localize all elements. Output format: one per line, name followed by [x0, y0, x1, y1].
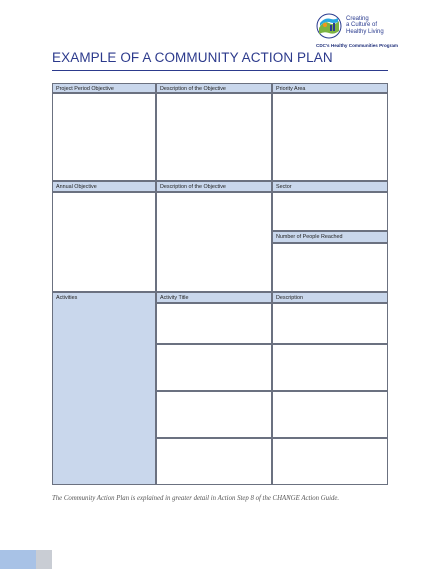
annual-objective-header — [52, 181, 156, 192]
annual-objective-field[interactable] — [52, 192, 156, 292]
action-plan-table — [52, 83, 388, 485]
sector-header — [272, 181, 388, 192]
title-rule — [52, 70, 388, 71]
activity-title-field-4[interactable] — [156, 438, 272, 485]
priority-area-header — [272, 83, 388, 93]
cdc-healthy-living-logo-icon — [316, 13, 342, 39]
logo-tagline — [346, 16, 384, 35]
activity-description-field-3[interactable] — [272, 391, 388, 438]
footer-note: The Community Action Plan is explained in greater detail in Action Step 8 of the CHANGE Action Guide. — [52, 495, 340, 502]
priority-area-label: Priority Area — [276, 86, 306, 92]
sector-label: Sector — [276, 184, 292, 190]
activity-description-field-4[interactable] — [272, 438, 388, 485]
program-name: CDC's Healthy Communities Program — [316, 43, 399, 48]
activities-label: Activities — [56, 295, 78, 301]
activity-title-field-3[interactable] — [156, 391, 272, 438]
activity-title-field-2[interactable] — [156, 344, 272, 391]
project-description-label: Description of the Objective — [160, 86, 226, 92]
sector-field[interactable] — [272, 192, 388, 231]
activity-description-field-2[interactable] — [272, 344, 388, 391]
people-reached-label: Number of People Reached — [276, 234, 343, 240]
activity-description-label: Description — [276, 295, 303, 301]
project-objective-header — [52, 83, 156, 93]
corner-accent-blue — [0, 550, 36, 569]
annual-description-field[interactable] — [156, 192, 272, 292]
priority-area-field[interactable] — [272, 93, 388, 181]
activity-description-field-1[interactable] — [272, 303, 388, 344]
annual-description-label: Description of the Objective — [160, 184, 226, 190]
logo-line-3: Healthy Living — [346, 28, 384, 35]
annual-description-header — [156, 181, 272, 192]
activities-column — [52, 292, 156, 485]
activity-title-label: Activity Title — [160, 295, 189, 301]
people-reached-field[interactable] — [272, 243, 388, 292]
activity-description-header — [272, 292, 388, 303]
logo-line-2: a Culture of — [346, 22, 378, 29]
logo-line-1: Creating — [346, 16, 369, 22]
project-objective-label: Project Period Objective — [56, 86, 114, 92]
corner-accent-gray — [36, 550, 52, 569]
annual-objective-label: Annual Objective — [56, 184, 97, 190]
page-title: EXAMPLE OF A COMMUNITY ACTION PLAN — [52, 50, 333, 65]
people-reached-header — [272, 231, 388, 243]
project-description-header — [156, 83, 272, 93]
activity-title-header — [156, 292, 272, 303]
project-objective-field[interactable] — [52, 93, 156, 181]
project-description-field[interactable] — [156, 93, 272, 181]
activity-title-field-1[interactable] — [156, 303, 272, 344]
